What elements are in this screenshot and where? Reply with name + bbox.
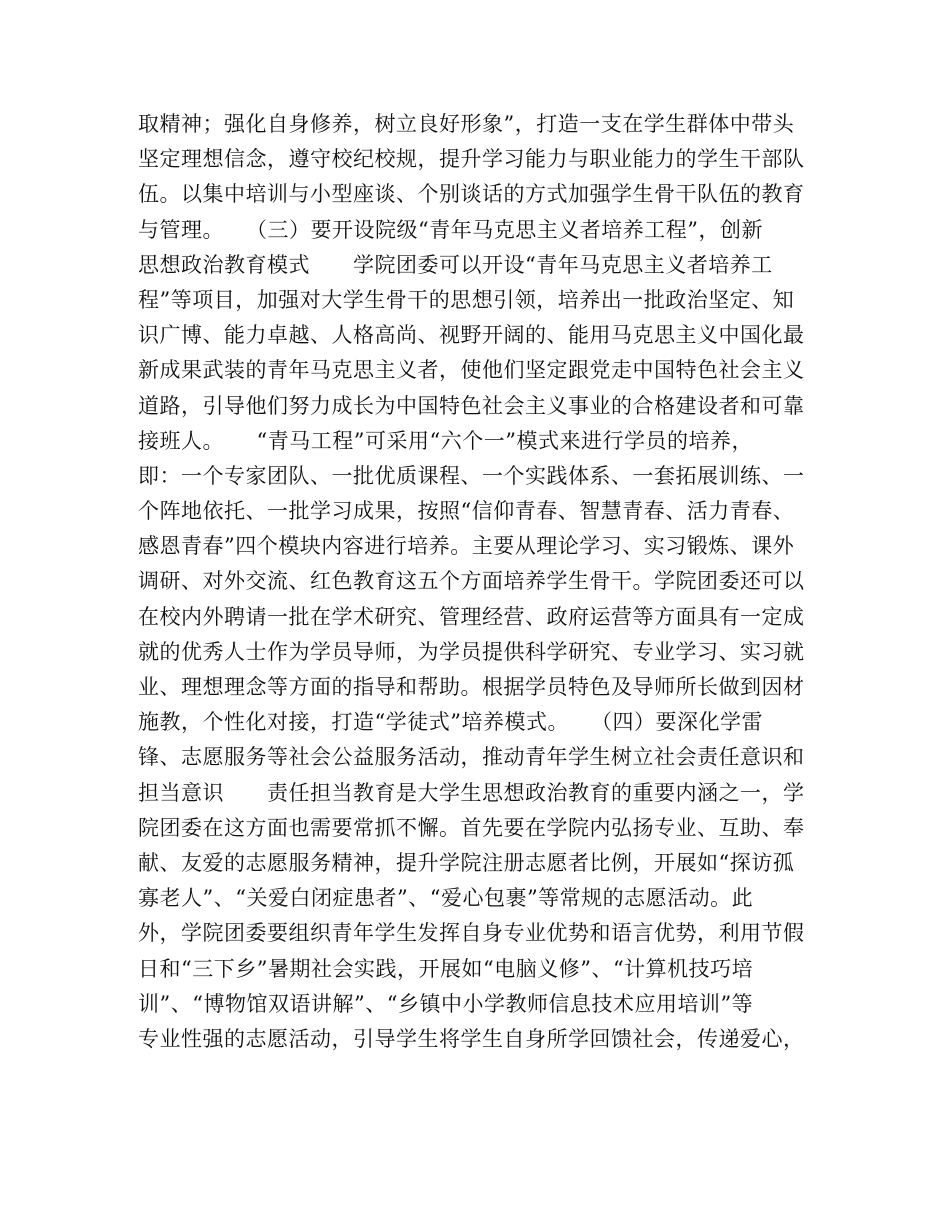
text-line: 接班人。 “青马工程”可采用“六个一”模式来进行学员的培养， [138, 428, 753, 453]
text-line: 日和“三下乡”暑期社会实践，开展如“电脑义修”、“计算机技巧培 [138, 956, 754, 981]
body-text [138, 107, 818, 1057]
text-line: 外，学院团委要组织青年学生发挥自身专业优势和语言优势，利用节假 [138, 921, 805, 946]
text-line: 道路，引导他们努力成长为中国特色社会主义事业的合格建设者和可靠 [138, 393, 805, 418]
text-line: 献、友爱的志愿服务精神，提升学院注册志愿者比例，开展如“探访孤 [138, 850, 795, 875]
text-line: 感恩青春”四个模块内容进行培养。主要从理论学习、实习锻炼、课外 [138, 534, 795, 559]
text-line: 院团委在这方面也需要常抓不懈。首先要在学院内弘扬专业、互助、奉 [138, 815, 805, 840]
text-line: 即：一个专家团队、一批优质课程、一个实践体系、一套拓展训练、一 [138, 463, 805, 488]
text-line: 担当意识 责任担当教育是大学生思想政治教育的重要内涵之一，学 [138, 780, 805, 805]
text-line: 坚定理想信念，遵守校纪校规，提升学习能力与职业能力的学生干部队 [138, 147, 805, 172]
text-line: 寡老人”、“关爱白闭症患者”、“爱心包裹”等常规的志愿活动。此 [138, 886, 754, 911]
text-line: 训”、“博物馆双语讲解”、“乡镇中小学教师信息技术应用培训”等 [138, 991, 754, 1016]
text-line: 程”等项目，加强对大学生骨干的思想引领，培养出一批政治坚定、知 [138, 287, 795, 312]
text-line: 识广博、能力卓越、人格高尚、视野开阔的、能用马克思主义中国化最 [138, 323, 805, 348]
text-line: 就的优秀人士作为学员导师，为学员提供科学研究、专业学习、实习就 [138, 639, 805, 664]
text-line: 在校内外聘请一批在学术研究、管理经营、政府运营等方面具有一定成 [138, 604, 805, 629]
text-line: 取精神；强化自身修养，树立良好形象”，打造一支在学生群体中带头 [138, 112, 795, 136]
text-line: 伍。以集中培训与小型座谈、个别谈话的方式加强学生骨干队伍的教育 [138, 182, 805, 207]
text-line: 施教，个性化对接，打造“学徒式”培养模式。 （四）要深化学雷 [138, 710, 763, 735]
text-line: 业、理想理念等方面的指导和帮助。根据学员特色及导师所长做到因材 [138, 675, 805, 699]
text-line: 与管理。 （三）要开设院级“青年马克思主义者培养工程”，创新 [138, 217, 763, 242]
text-line: 专业性强的志愿活动，引导学生将学生自身所学回馈社会，传递爱心， [138, 1026, 805, 1051]
text-line: 锋、志愿服务等社会公益服务活动，推动青年学生树立社会责任意识和 [138, 745, 805, 770]
text-line: 个阵地依托、一批学习成果，按照“信仰青春、智慧青春、活力青春、 [138, 499, 795, 524]
text-line: 调研、对外交流、红色教育这五个方面培养学生骨干。学院团委还可以 [138, 569, 805, 594]
text-line: 新成果武装的青年马克思主义者，使他们坚定跟党走中国特色社会主义 [138, 358, 805, 383]
text-line: 思想政治教育模式 学院团委可以开设“青年马克思主义者培养工 [138, 252, 773, 277]
